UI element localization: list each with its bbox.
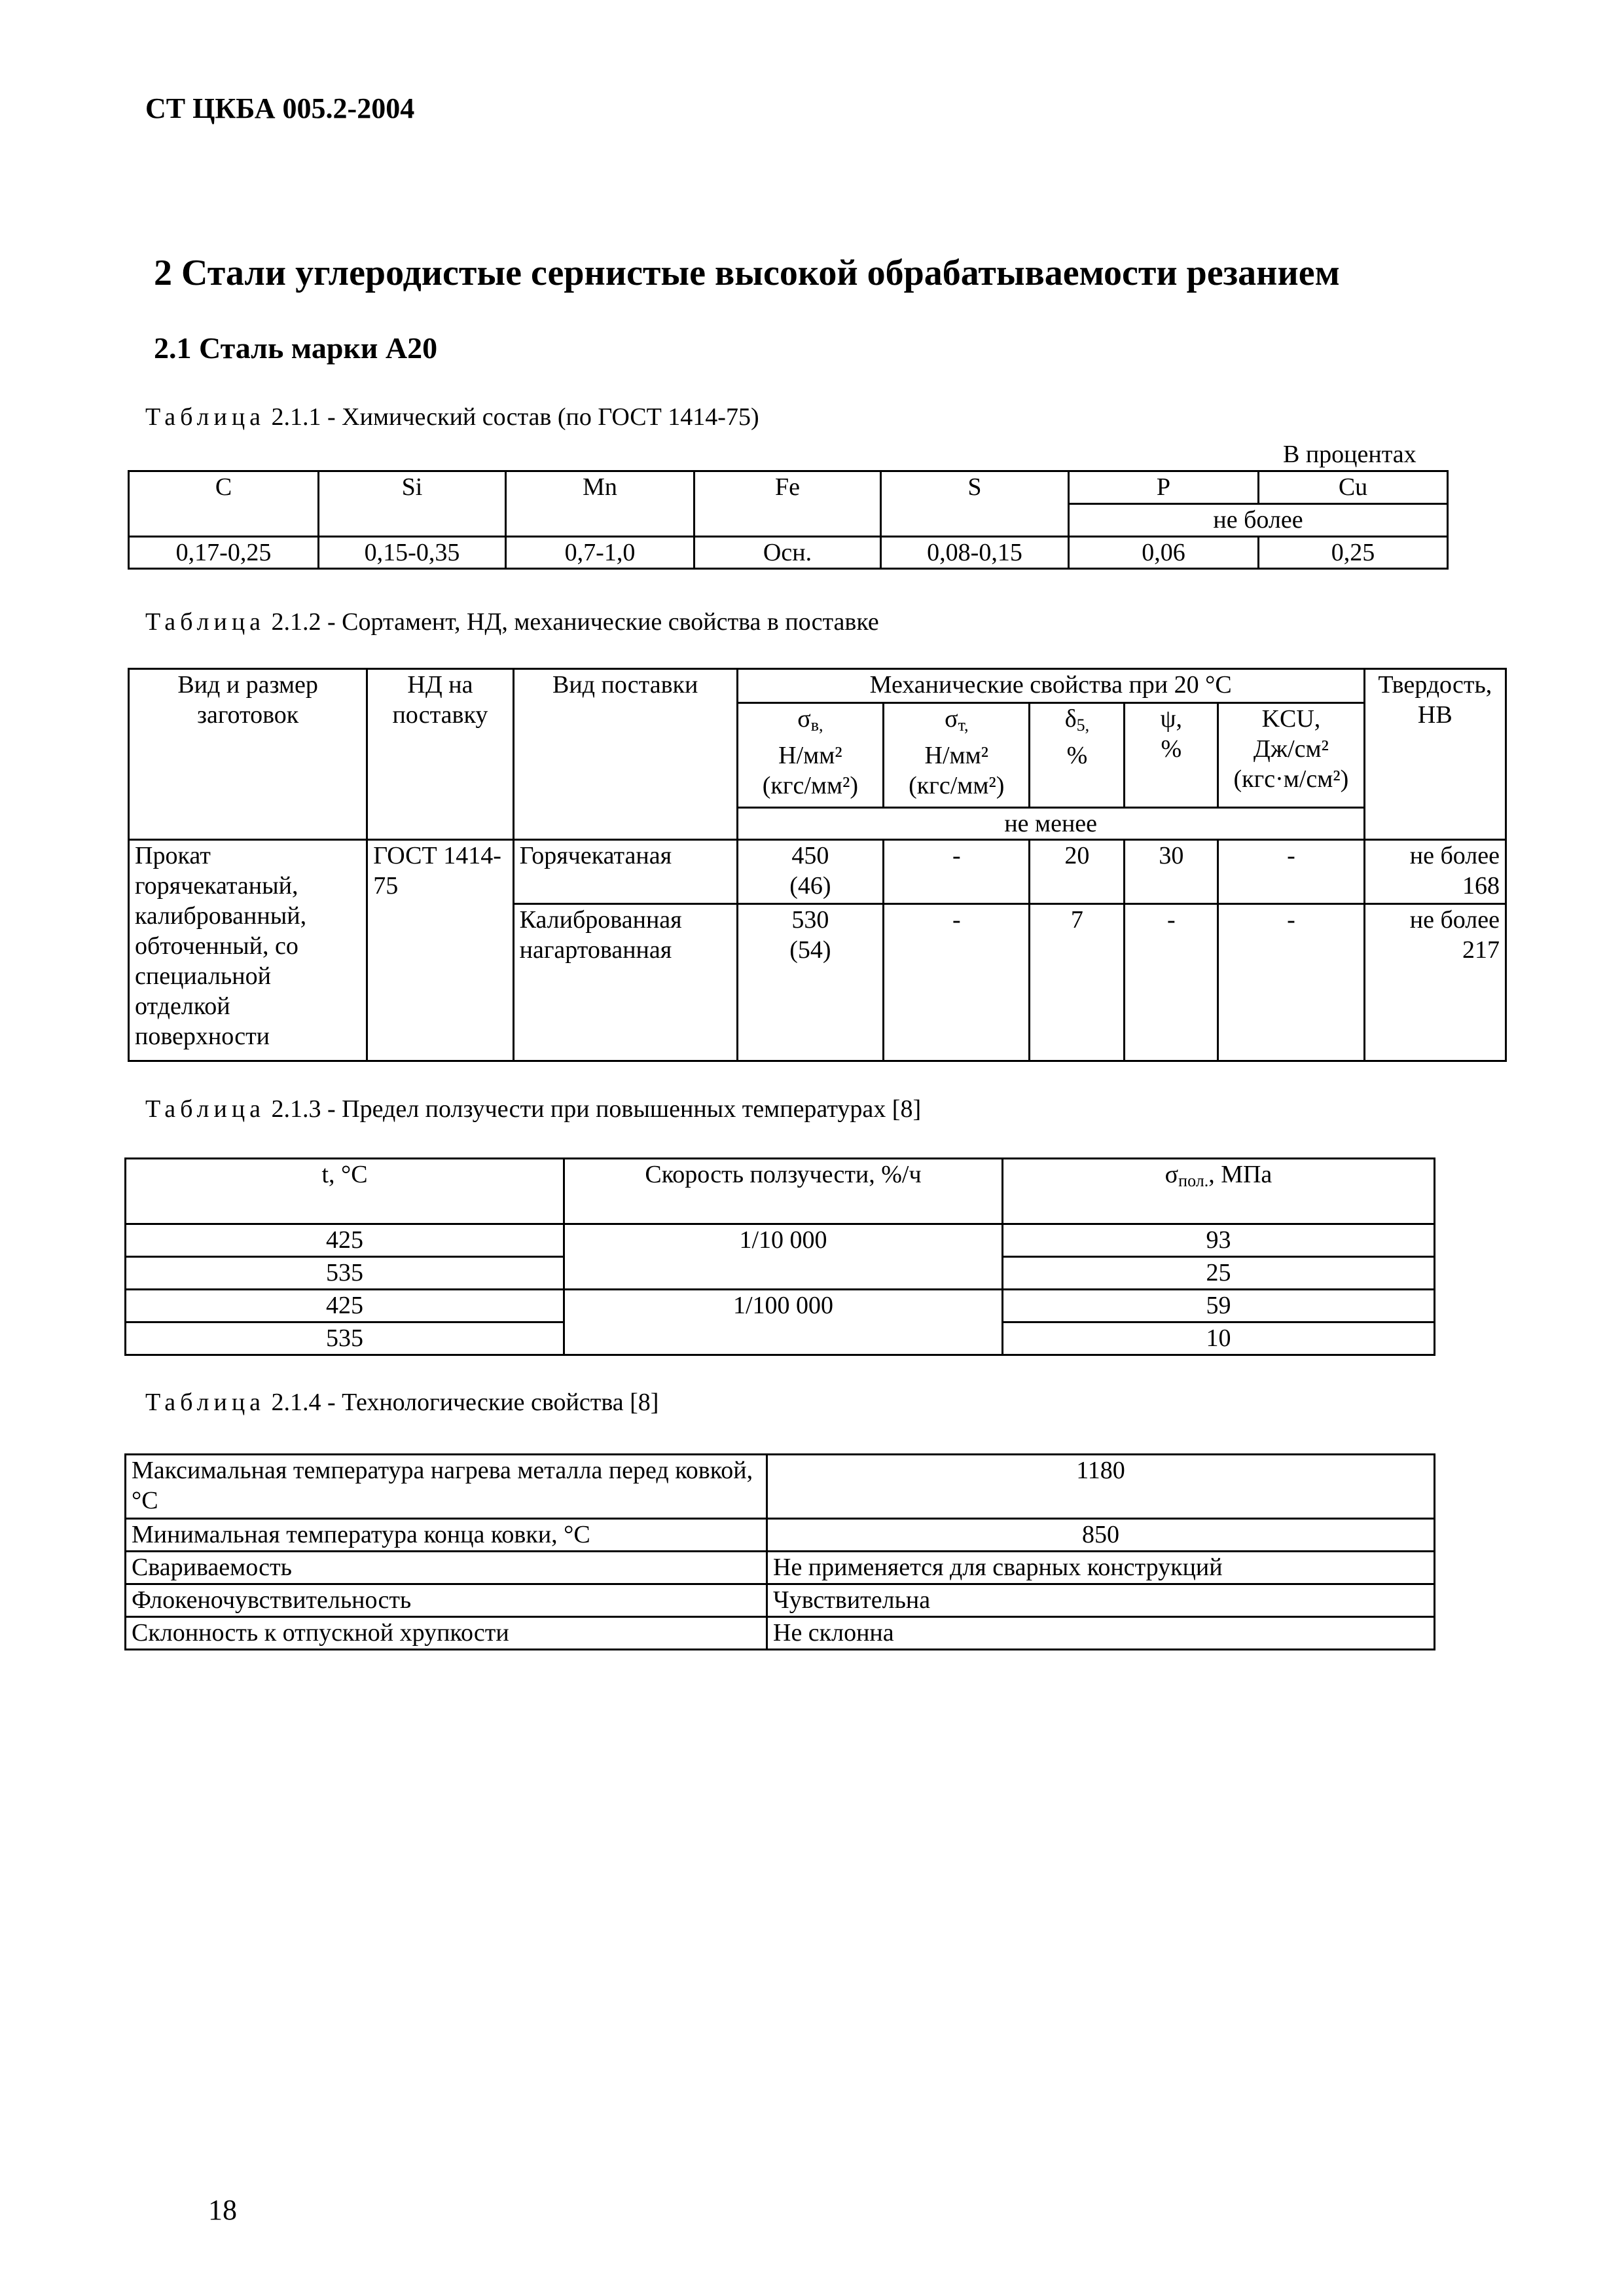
value-fe: Осн. <box>695 537 881 569</box>
property-name: Флокеночувствительность <box>126 1584 767 1617</box>
col-nd: НД на поставку <box>367 669 513 840</box>
table1-caption: Таблица 2.1.1 - Химический состав (по ГОСТ 1414-75) <box>145 403 759 431</box>
chemical-composition-table <box>128 470 1449 570</box>
psi-value: - <box>1125 904 1218 1061</box>
hardness-value: не более 168 <box>1364 840 1506 904</box>
creep-rate-value: 1/100 000 <box>564 1290 1003 1355</box>
sigma-t-value: - <box>884 840 1030 904</box>
property-value: 850 <box>767 1519 1435 1552</box>
creep-limit-value: 59 <box>1003 1290 1435 1322</box>
col-kcu: KCU, Дж/см² (кгс·м/см²) <box>1218 703 1364 808</box>
hardness-value: не более 217 <box>1364 904 1506 1061</box>
col-sigma-b: $\sigma_{в,}$ Н/мм² (кгс/мм²) <box>737 703 883 808</box>
col-sigma-t: $\sigma_{т,}$ Н/мм² (кгс/мм²) <box>884 703 1030 808</box>
table1-units: В процентах <box>1283 441 1416 468</box>
property-name: Минимальная температура конца ковки, °С <box>126 1519 767 1552</box>
col-delta5: $\delta_{5,}$ % <box>1030 703 1125 808</box>
delivery-calibrated: Калиброванная нагартованная <box>513 904 737 1061</box>
document-code: СТ ЦКБА 005.2-2004 <box>145 92 415 124</box>
header-p: P <box>1069 471 1259 504</box>
value-mn: 0,7-1,0 <box>506 537 695 569</box>
header-cu: Cu <box>1259 471 1448 504</box>
header-fe: Fe <box>695 471 881 537</box>
section-title: 2 Стали углеродистые сернистые высокой обрабатываемости резанием <box>154 253 1340 293</box>
property-value: Чувствительна <box>767 1584 1435 1617</box>
blank-description: Прокат горячекатаный, калиброванный, обточенный, со специальной отделкой поверхности <box>129 840 367 1061</box>
header-mn: Mn <box>506 471 695 537</box>
creep-rate-value: 1/10 000 <box>564 1224 1003 1290</box>
page-number: 18 <box>208 2194 237 2226</box>
property-value: Не применяется для сварных конструкций <box>767 1552 1435 1584</box>
table3-caption: Таблица 2.1.3 - Предел ползучести при повышенных температурах [8] <box>145 1095 922 1123</box>
header-c: C <box>129 471 319 537</box>
col-delivery-type: Вид поставки <box>513 669 737 840</box>
col-mechanical: Механические свойства при 20 °С <box>737 669 1364 703</box>
property-name: Склонность к отпускной хрупкости <box>126 1617 767 1650</box>
temperature-value: 535 <box>126 1322 564 1355</box>
property-name: Максимальная температура нагрева металла перед ковкой, °С <box>126 1455 767 1519</box>
table4-caption: Таблица 2.1.4 - Технологические свойства [8] <box>145 1389 659 1416</box>
table2-caption: Таблица 2.1.2 - Сортамент, НД, механические свойства в поставке <box>145 608 879 636</box>
sigma-t-value: - <box>884 904 1030 1061</box>
col-temperature: t, °С <box>126 1159 564 1224</box>
delta5-value: 7 <box>1030 904 1125 1061</box>
header-si: Si <box>319 471 506 537</box>
property-name: Свариваемость <box>126 1552 767 1584</box>
value-c: 0,17-0,25 <box>129 537 319 569</box>
value-si: 0,15-0,35 <box>319 537 506 569</box>
temperature-value: 425 <box>126 1290 564 1322</box>
mechanical-properties-table <box>128 668 1507 1062</box>
limit-note: не более <box>1069 504 1448 537</box>
creep-limit-value: 10 <box>1003 1322 1435 1355</box>
creep-limit-table <box>124 1157 1435 1356</box>
col-psi: ψ, % <box>1125 703 1218 808</box>
sigma-b-value: 450 (46) <box>737 840 883 904</box>
temperature-value: 535 <box>126 1257 564 1290</box>
delivery-hot-rolled: Горячекатаная <box>513 840 737 904</box>
delta5-value: 20 <box>1030 840 1125 904</box>
not-less-note: не менее <box>737 808 1364 840</box>
technological-properties-table <box>124 1453 1435 1650</box>
property-value: 1180 <box>767 1455 1435 1519</box>
value-s: 0,08-0,15 <box>881 537 1069 569</box>
value-p: 0,06 <box>1069 537 1259 569</box>
subsection-title: 2.1 Сталь марки А20 <box>154 331 438 365</box>
property-value: Не склонна <box>767 1617 1435 1650</box>
temperature-value: 425 <box>126 1224 564 1257</box>
col-creep-limit: $\sigma_{пол.}$, МПа <box>1003 1159 1435 1224</box>
value-cu: 0,25 <box>1259 537 1448 569</box>
sigma-b-value: 530 (54) <box>737 904 883 1061</box>
creep-limit-value: 25 <box>1003 1257 1435 1290</box>
col-creep-rate: Скорость ползучести, %/ч <box>564 1159 1003 1224</box>
col-blank-type: Вид и размер заготовок <box>129 669 367 840</box>
kcu-value: - <box>1218 840 1364 904</box>
col-hardness: Твердость, НВ <box>1364 669 1506 840</box>
header-s: S <box>881 471 1069 537</box>
nd-value: ГОСТ 1414-75 <box>367 840 513 1061</box>
creep-limit-value: 93 <box>1003 1224 1435 1257</box>
kcu-value: - <box>1218 904 1364 1061</box>
psi-value: 30 <box>1125 840 1218 904</box>
